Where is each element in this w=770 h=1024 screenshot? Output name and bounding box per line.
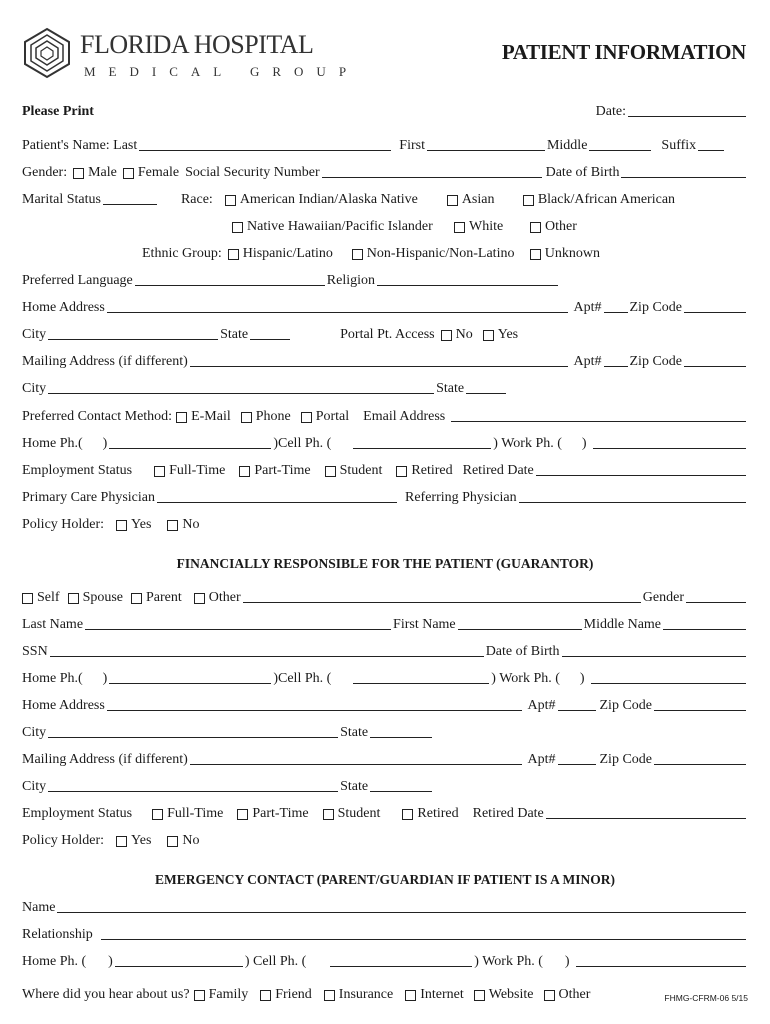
hear-option[interactable]: Other: [544, 987, 591, 1003]
pcp-field[interactable]: [157, 502, 397, 503]
guarantor-state-label: State: [340, 779, 369, 794]
checkbox-icon[interactable]: [194, 990, 205, 1001]
row-city-portal: [22, 323, 748, 343]
checkbox-icon[interactable]: [260, 990, 271, 1001]
mailing-address-label: Mailing Address (if different): [22, 354, 188, 369]
checkbox-icon[interactable]: [441, 330, 452, 341]
ethnic-option[interactable]: Unknown: [530, 246, 600, 262]
guarantor-state-field[interactable]: [370, 791, 432, 792]
checkbox-icon[interactable]: [116, 520, 127, 531]
checkbox-icon[interactable]: [123, 168, 134, 179]
guarantor-last-name-field[interactable]: [85, 629, 391, 630]
guarantor-dob-label: Date of Birth: [485, 644, 560, 659]
checkbox-icon[interactable]: [152, 809, 163, 820]
guarantor-city-label: City: [22, 779, 47, 794]
row-policy-holder: [22, 513, 748, 533]
row-guarantor-policy: [22, 829, 748, 849]
portal-no-option[interactable]: No: [441, 327, 473, 343]
guarantor-zip-field[interactable]: [654, 764, 746, 765]
employment-option[interactable]: Student: [325, 463, 383, 479]
emergency-cell-phone-label: ) Cell Ph. (: [244, 954, 307, 969]
guarantor-last-name-label: Last Name: [22, 617, 84, 632]
state-label: State: [436, 381, 465, 396]
apt-field[interactable]: [604, 366, 628, 367]
checkbox-icon[interactable]: [237, 809, 248, 820]
employment-status-label: Employment Status: [22, 463, 133, 478]
guarantor-middle-name-label: Middle Name: [583, 617, 662, 632]
row-guarantor-employment: [22, 802, 748, 822]
guarantor-first-name-field[interactable]: [458, 629, 582, 630]
guarantor-gender-label: Gender: [642, 590, 684, 605]
cell-phone-label: )Cell Ph. (: [273, 436, 332, 451]
checkbox-icon[interactable]: [116, 836, 127, 847]
hear-option[interactable]: Website: [474, 987, 534, 1003]
checkbox-icon[interactable]: [22, 593, 33, 604]
row-mailing-address: [22, 350, 748, 370]
religion-label: Religion: [326, 273, 376, 288]
guarantor-apt-field[interactable]: [558, 710, 596, 711]
guarantor-state-field[interactable]: [370, 737, 432, 738]
marital-status-label: Marital Status: [22, 192, 101, 207]
race-option[interactable]: American Indian/Alaska Native: [225, 192, 447, 208]
checkbox-icon[interactable]: [325, 466, 336, 477]
guarantor-zip-field[interactable]: [654, 710, 746, 711]
checkbox-icon[interactable]: [239, 466, 250, 477]
emergency-home-phone-label: Home Ph. (: [22, 954, 87, 969]
zip-label: Zip Code: [629, 354, 682, 369]
row-guarantor-address: [22, 694, 748, 714]
zip-label: Zip Code: [629, 300, 682, 315]
checkbox-icon[interactable]: [167, 520, 178, 531]
city-field[interactable]: [48, 393, 434, 394]
dob-label: Date of Birth: [545, 165, 620, 180]
last-name-field[interactable]: [139, 150, 391, 151]
policy-holder-label: Policy Holder:: [22, 517, 105, 532]
guarantor-zip-label: Zip Code: [599, 752, 652, 767]
row-guarantor-city: [22, 721, 748, 741]
home-phone-field[interactable]: [109, 448, 271, 449]
suffix-field[interactable]: [698, 150, 724, 151]
guarantor-policy-yes-option[interactable]: Yes: [116, 833, 151, 849]
checkbox-icon[interactable]: [530, 249, 541, 260]
row-home-address: [22, 296, 748, 316]
guarantor-retired-date-label: Retired Date: [472, 806, 544, 821]
guarantor-employment-option[interactable]: Retired: [402, 806, 458, 822]
contact-portal-option[interactable]: Portal: [301, 409, 349, 425]
row-guarantor-relationship: [22, 586, 748, 606]
middle-name-field[interactable]: [589, 150, 651, 151]
row-guarantor-ssn: [22, 640, 748, 660]
policy-no-option[interactable]: No: [167, 517, 199, 533]
home-address-label: Home Address: [22, 300, 105, 315]
guarantor-retired-date-field[interactable]: [546, 818, 746, 819]
row-emergency-phones: Home Ph. ( ) ) Cell Ph. ( ) Work Ph. ( ): [22, 950, 748, 970]
guarantor-ssn-label: SSN: [22, 644, 48, 659]
logo: [22, 26, 72, 85]
policy-yes-option[interactable]: Yes: [116, 517, 151, 533]
guarantor-home-address-field[interactable]: [107, 710, 522, 711]
state-field[interactable]: [250, 339, 290, 340]
emergency-work-phone-label: ) Work Ph. (: [474, 954, 543, 969]
checkbox-icon[interactable]: [323, 809, 334, 820]
guarantor-rel-option[interactable]: Spouse: [68, 590, 123, 606]
guarantor-heading: FINANCIALLY RESPONSIBLE FOR THE PATIENT (GUARANTOR): [176, 556, 594, 571]
ssn-label: Social Security Number: [185, 165, 320, 180]
hear-option[interactable]: Family: [194, 987, 249, 1003]
race-option[interactable]: White: [454, 219, 530, 235]
checkbox-icon[interactable]: [396, 466, 407, 477]
employment-option[interactable]: Part-Time: [239, 463, 310, 479]
guarantor-apt-label: Apt#: [527, 752, 556, 767]
emergency-heading: EMERGENCY CONTACT (PARENT/GUARDIAN IF PATIENT IS A MINOR): [155, 872, 615, 887]
portal-yes-option[interactable]: Yes: [483, 327, 518, 343]
emergency-relationship-label: Relationship: [22, 927, 93, 942]
emergency-relationship-field[interactable]: [101, 939, 746, 940]
email-label: Email Address: [363, 409, 446, 424]
logo-subtitle: MEDICAL GROUP: [84, 64, 360, 79]
checkbox-icon[interactable]: [352, 249, 363, 260]
page-title: PATIENT INFORMATION: [501, 40, 746, 64]
row-ethnic: [22, 242, 748, 262]
row-employment: [22, 459, 748, 479]
guarantor-rel-option[interactable]: Self: [22, 590, 60, 606]
checkbox-icon[interactable]: [483, 330, 494, 341]
ssn-field[interactable]: [322, 177, 542, 178]
gender-label: Gender:: [22, 165, 68, 180]
portal-access-label: Portal Pt. Access: [340, 327, 435, 342]
checkbox-icon[interactable]: [530, 222, 541, 233]
checkbox-icon[interactable]: [131, 593, 142, 604]
state-field[interactable]: [466, 393, 506, 394]
mailing-address-field[interactable]: [190, 366, 568, 367]
row-guarantor-mailing: [22, 748, 748, 768]
guarantor-cell-phone-label: )Cell Ph. (: [273, 671, 332, 686]
checkbox-icon[interactable]: [241, 412, 252, 423]
row-emergency-relationship: [22, 923, 748, 943]
checkbox-icon[interactable]: [402, 809, 413, 820]
row-hear-about: [22, 983, 748, 1003]
guarantor-work-phone-label: ) Work Ph. (: [491, 671, 560, 686]
guarantor-first-name-label: First Name: [393, 617, 456, 632]
guarantor-other-field[interactable]: [243, 602, 641, 603]
checkbox-icon[interactable]: [167, 836, 178, 847]
suffix-label: Suffix: [661, 138, 697, 153]
guarantor-city-field[interactable]: [48, 737, 338, 738]
checkbox-icon[interactable]: [228, 249, 239, 260]
row-physicians: [22, 486, 748, 506]
hear-option[interactable]: Insurance: [324, 987, 393, 1003]
guarantor-policy-no-option[interactable]: No: [167, 833, 199, 849]
guarantor-apt-field[interactable]: [558, 764, 596, 765]
checkbox-icon[interactable]: [73, 168, 84, 179]
emergency-name-label: Name: [22, 900, 56, 915]
first-name-label: First: [399, 138, 425, 153]
guarantor-rel-option[interactable]: Other: [194, 590, 241, 606]
guarantor-cell-phone-field[interactable]: [353, 683, 489, 684]
row-guarantor-name: [22, 613, 748, 633]
hear-about-label: Where did you hear about us?: [22, 987, 190, 1002]
checkbox-icon[interactable]: [301, 412, 312, 423]
dob-field[interactable]: [621, 177, 746, 178]
row-guarantor-mailing-city: [22, 775, 748, 795]
emergency-home-phone-field[interactable]: [115, 966, 243, 967]
checkbox-icon[interactable]: [454, 222, 465, 233]
guarantor-employment-option[interactable]: Full-Time: [152, 806, 223, 822]
row-gender-ssn: [22, 161, 748, 181]
first-name-field[interactable]: [427, 150, 545, 151]
checkbox-icon[interactable]: [68, 593, 79, 604]
apt-label: Apt#: [573, 354, 602, 369]
preferred-language-field[interactable]: [135, 285, 325, 286]
retired-date-field[interactable]: [536, 475, 746, 476]
pcp-label: Primary Care Physician: [22, 490, 155, 505]
email-field[interactable]: [451, 421, 746, 422]
city-label: City: [22, 327, 47, 342]
guarantor-mailing-field[interactable]: [190, 764, 522, 765]
guarantor-home-phone-label: Home Ph.(: [22, 671, 83, 686]
guarantor-middle-name-field[interactable]: [663, 629, 746, 630]
guarantor-city-label: City: [22, 725, 47, 740]
logo-name: FLORIDA HOSPITAL: [80, 30, 314, 59]
emergency-cell-phone-field[interactable]: [330, 966, 472, 967]
checkbox-icon[interactable]: [544, 990, 555, 1001]
checkbox-icon[interactable]: [176, 412, 187, 423]
date-field[interactable]: [628, 116, 746, 117]
guarantor-dob-field[interactable]: [562, 656, 746, 657]
last-name-label: Patient's Name: Last: [22, 138, 138, 153]
race-option[interactable]: Native Hawaiian/Pacific Islander: [232, 219, 454, 235]
guarantor-gender-field[interactable]: [686, 602, 746, 603]
checkbox-icon[interactable]: [225, 195, 236, 206]
referring-physician-label: Referring Physician: [404, 490, 517, 505]
checkbox-icon[interactable]: [474, 990, 485, 1001]
work-phone-label: ) Work Ph. (: [493, 436, 562, 451]
florida-hospital-logo-icon: [22, 26, 72, 80]
retired-date-label: Retired Date: [462, 463, 534, 478]
row-emergency-name: [22, 896, 748, 916]
referring-physician-field[interactable]: [519, 502, 746, 503]
gender-male-option[interactable]: Male: [73, 165, 117, 181]
zip-field[interactable]: [684, 366, 746, 367]
row-mailing-city: [22, 377, 748, 397]
cell-phone-field[interactable]: [353, 448, 491, 449]
race-option[interactable]: Other: [530, 219, 577, 235]
checkbox-icon[interactable]: [324, 990, 335, 1001]
home-phone-label: Home Ph.(: [22, 436, 83, 451]
race-label: Race:: [180, 192, 213, 207]
employment-option[interactable]: Full-Time: [154, 463, 225, 479]
row-patient-name: [22, 134, 748, 154]
row-race-2: [22, 215, 748, 235]
city-field[interactable]: [48, 339, 218, 340]
hear-option[interactable]: Friend: [260, 987, 312, 1003]
home-address-field[interactable]: [107, 312, 568, 313]
guarantor-employment-option[interactable]: Part-Time: [237, 806, 308, 822]
emergency-name-field[interactable]: [57, 912, 746, 913]
checkbox-icon[interactable]: [523, 195, 534, 206]
guarantor-mailing-label: Mailing Address (if different): [22, 752, 188, 767]
guarantor-home-address-label: Home Address: [22, 698, 105, 713]
apt-label: Apt#: [573, 300, 602, 315]
checkbox-icon[interactable]: [154, 466, 165, 477]
checkbox-icon[interactable]: [447, 195, 458, 206]
please-print-label: Please Print: [22, 104, 94, 119]
emergency-work-phone-field[interactable]: [576, 966, 746, 967]
middle-name-label: Middle: [546, 138, 588, 153]
guarantor-policy-holder-label: Policy Holder:: [22, 833, 105, 848]
checkbox-icon[interactable]: [232, 222, 243, 233]
guarantor-work-phone-field[interactable]: [591, 683, 746, 684]
guarantor-city-field[interactable]: [48, 791, 338, 792]
race-option[interactable]: Black/African American: [523, 192, 675, 208]
guarantor-state-label: State: [340, 725, 369, 740]
contact-phone-option[interactable]: Phone: [241, 409, 291, 425]
religion-field[interactable]: [377, 285, 558, 286]
date-label: Date:: [595, 104, 626, 119]
guarantor-zip-label: Zip Code: [599, 698, 652, 713]
guarantor-rel-option[interactable]: Parent: [131, 590, 182, 606]
state-label: State: [220, 327, 249, 342]
row-guarantor-phones: Home Ph.( ) )Cell Ph. ( ) Work Ph. ( ): [22, 667, 748, 687]
zip-field[interactable]: [684, 312, 746, 313]
guarantor-ssn-field[interactable]: [50, 656, 484, 657]
guarantor-employment-option[interactable]: Student: [323, 806, 381, 822]
row-marital-race: [22, 188, 748, 208]
row-phones: Home Ph.( ) )Cell Ph. ( ) Work Ph. ( ): [22, 432, 748, 452]
ethnic-group-label: Ethnic Group:: [142, 246, 222, 261]
hear-option[interactable]: Internet: [405, 987, 464, 1003]
guarantor-employment-label: Employment Status: [22, 806, 133, 821]
race-option[interactable]: Asian: [447, 192, 523, 208]
preferred-language-label: Preferred Language: [22, 273, 133, 288]
apt-field[interactable]: [604, 312, 628, 313]
contact-method-label: Preferred Contact Method:: [22, 409, 173, 424]
guarantor-home-phone-field[interactable]: [109, 683, 271, 684]
ethnic-option[interactable]: Non-Hispanic/Non-Latino: [352, 246, 530, 262]
row-contact-method: [22, 405, 748, 425]
form-code: FHMG-CFRM-06 5/15: [664, 993, 748, 1003]
marital-status-field[interactable]: [103, 204, 157, 205]
guarantor-apt-label: Apt#: [527, 698, 556, 713]
gender-female-option[interactable]: Female: [123, 165, 179, 181]
employment-option[interactable]: Retired: [396, 463, 452, 479]
checkbox-icon[interactable]: [194, 593, 205, 604]
work-phone-field[interactable]: [593, 448, 746, 449]
row-language-religion: [22, 269, 748, 289]
row-please-print: [22, 100, 748, 120]
contact-email-option[interactable]: E-Mail: [176, 409, 231, 425]
checkbox-icon[interactable]: [405, 990, 416, 1001]
ethnic-option[interactable]: Hispanic/Latino: [228, 246, 352, 262]
city-label: City: [22, 381, 47, 396]
